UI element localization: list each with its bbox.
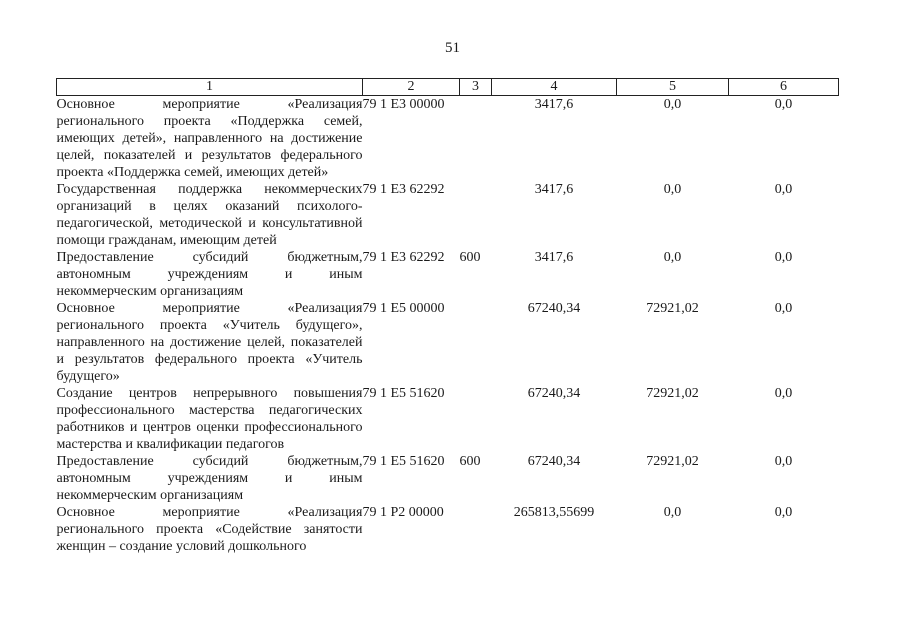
row-value-col5: 0,0 — [663, 182, 682, 197]
row-value-col6: 0,0 — [774, 454, 793, 469]
row-value-col4: 67240,34 — [527, 301, 581, 316]
page-number: 51 — [445, 40, 460, 56]
row-code: 79 1 E5 51620 — [362, 454, 445, 469]
table-row — [57, 504, 839, 555]
row-value-col4: 3417,6 — [534, 182, 574, 197]
column-header: 3 — [460, 79, 492, 96]
column-header: 6 — [729, 79, 839, 96]
row-code: 79 1 P2 00000 — [362, 505, 444, 520]
row-value-col6: 0,0 — [774, 182, 793, 197]
row-description: Основное мероприятие «Реализация регионального проекта «Содействие занятости женщин – создание условий дошкольного — [56, 505, 363, 554]
row-description: Государственная поддержка некоммерческих организаций в целях оказаний психолого-педагогической, методической и консультативной помощи гражданам, имеющим детей — [56, 182, 363, 248]
row-value-col4: 67240,34 — [527, 386, 581, 401]
row-value-col6: 0,0 — [774, 505, 793, 520]
row-value-col5: 72921,02 — [646, 386, 699, 401]
column-header: 4 — [492, 79, 617, 96]
row-expense-type: 600 — [459, 454, 481, 469]
row-value-col5: 0,0 — [663, 97, 682, 112]
row-expense-type: 600 — [459, 250, 481, 265]
row-expense-type — [460, 504, 492, 555]
row-code: 79 1 E3 62292 — [362, 250, 445, 265]
budget-table — [56, 78, 839, 555]
table-row — [57, 453, 839, 504]
table-row — [57, 249, 839, 300]
row-value-col4: 265813,55699 — [513, 505, 595, 520]
row-description: Предоставление субсидий бюджетным, автономным учреждениям и иным некоммерческим организациям — [56, 250, 363, 299]
table-row — [57, 300, 839, 385]
row-expense-type — [460, 385, 492, 453]
row-code: 79 1 E5 00000 — [362, 301, 445, 316]
row-code: 79 1 E5 51620 — [362, 386, 445, 401]
column-header: 1 — [57, 79, 363, 96]
row-value-col4: 3417,6 — [534, 250, 574, 265]
row-code: 79 1 E3 00000 — [362, 97, 445, 112]
table-row — [57, 181, 839, 249]
row-description: Основное мероприятие «Реализация регионального проекта «Поддержка семей, имеющих детей», направленного на достижение целей, показателей и результатов федерального проекта «Поддержка семей, имеющих детей» — [56, 97, 363, 180]
row-description: Предоставление субсидий бюджетным, автономным учреждениям и иным некоммерческим организациям — [56, 454, 363, 503]
row-value-col4: 67240,34 — [527, 454, 581, 469]
row-value-col6: 0,0 — [774, 250, 793, 265]
row-expense-type — [460, 181, 492, 249]
row-value-col4: 3417,6 — [534, 97, 574, 112]
table-header-row — [57, 79, 839, 96]
row-value-col5: 72921,02 — [646, 454, 699, 469]
column-header: 2 — [363, 79, 460, 96]
row-expense-type — [460, 96, 492, 182]
row-value-col5: 0,0 — [663, 250, 682, 265]
row-value-col6: 0,0 — [774, 386, 793, 401]
row-description: Создание центров непрерывного повышения профессионального мастерства педагогических работников и центров оценки профессионального мастерства и квалификации педагогов — [56, 386, 363, 452]
row-value-col5: 0,0 — [663, 505, 682, 520]
row-value-col6: 0,0 — [774, 97, 793, 112]
row-value-col6: 0,0 — [774, 301, 793, 316]
row-code: 79 1 E3 62292 — [362, 182, 445, 197]
row-description: Основное мероприятие «Реализация регионального проекта «Учитель будущего», направленного на достижение целей, показателей и результатов федерального проекта «Учитель будущего» — [56, 301, 363, 384]
table-row — [57, 385, 839, 453]
table-row — [57, 96, 839, 182]
row-value-col5: 72921,02 — [646, 301, 699, 316]
row-expense-type — [460, 300, 492, 385]
column-header: 5 — [617, 79, 729, 96]
